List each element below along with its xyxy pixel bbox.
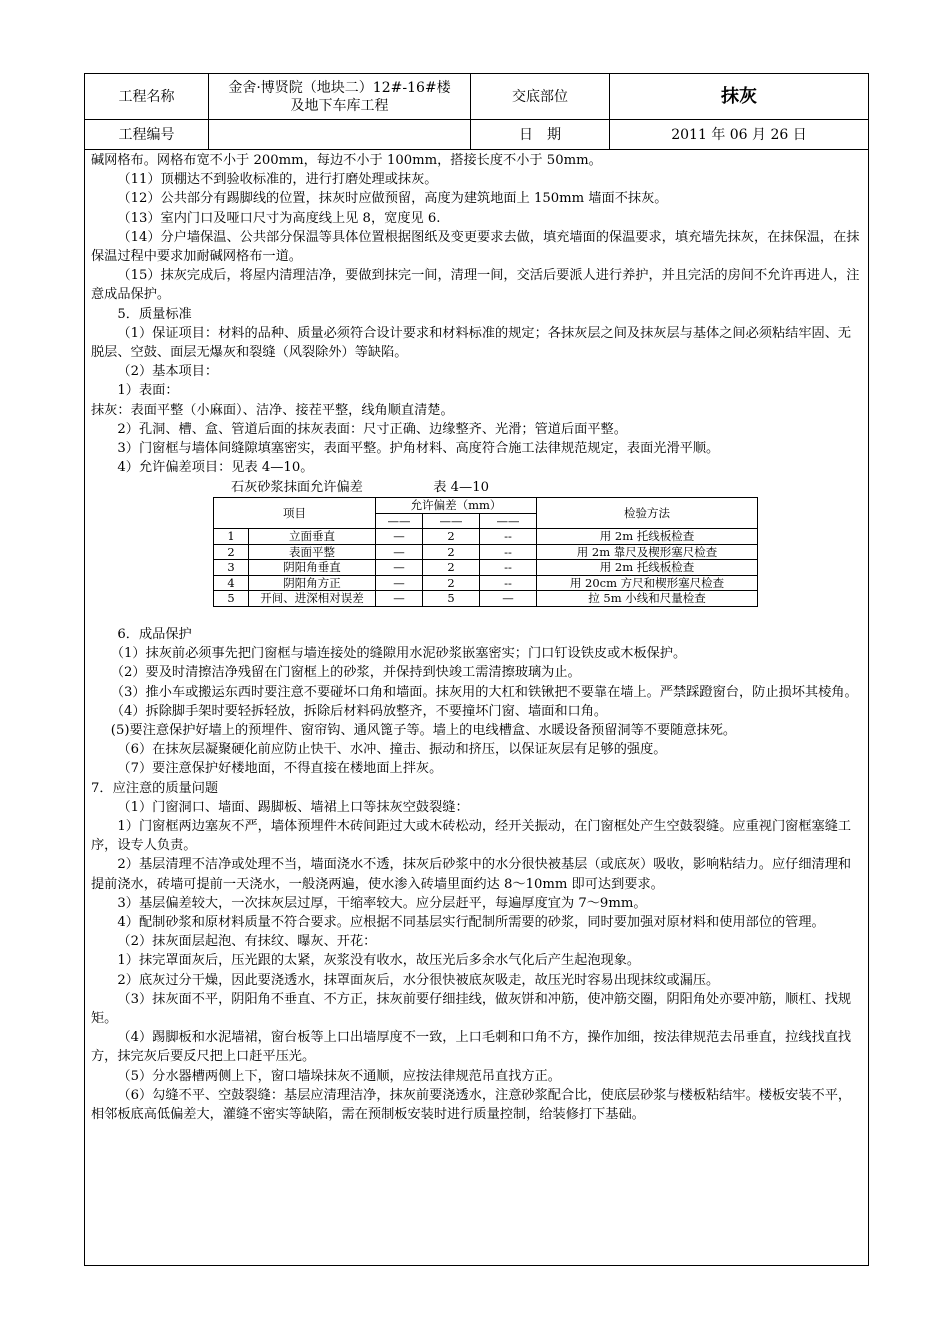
row-no: 3 bbox=[214, 560, 249, 576]
col-item-header: 项目 bbox=[214, 498, 376, 529]
header-table bbox=[85, 74, 868, 150]
part-value: 抹灰 bbox=[721, 85, 757, 107]
project-no-value bbox=[209, 120, 471, 149]
table-row bbox=[214, 591, 758, 607]
date-value: 2011 年 06 月 26 日 bbox=[671, 126, 807, 143]
row-dev-b: 2 bbox=[423, 575, 480, 591]
paragraph: （1）门窗洞口、墙面、踢脚板、墙裙上口等抹灰空鼓裂缝： bbox=[117, 799, 469, 815]
paragraph: 4）配制砂浆和原材料质量不符合要求。应根据不同基层实行配制所需要的砂浆，同时要加强对原材料和使用部位的管理。 bbox=[117, 915, 825, 930]
col-dev-sub: —— bbox=[423, 513, 480, 529]
paragraph: （11）顶棚达不到验收标准的，进行打磨处理或抹灰。 bbox=[117, 172, 438, 188]
row-method: 用 2m 托线板检查 bbox=[537, 529, 758, 545]
col-dev-sub: —— bbox=[376, 513, 423, 529]
table-title: 石灰砂浆抹面允许偏差 bbox=[231, 480, 363, 496]
paragraph: （3）抹灰面不平，阴阳角不垂直、不方正，抹灰前要仔细挂线，做灰饼和冲筋，使冲筋交圈，阴阳角处亦要冲筋，顺杠、找规矩。 bbox=[91, 991, 852, 1027]
row-dev-b: 2 bbox=[423, 529, 480, 545]
project-no-label: 工程编号 bbox=[85, 120, 209, 149]
row-dev-c: -- bbox=[480, 544, 537, 560]
paragraph: （7）要注意保护好楼地面，不得直接在楼地面上拌灰。 bbox=[117, 761, 443, 777]
row-dev-c: -- bbox=[480, 560, 537, 576]
row-method: 用 2m 靠尺及楔形塞尺检查 bbox=[537, 544, 758, 560]
paragraph: （1）保证项目：材料的品种、质量必须符合设计要求和材料标准的规定；各抹灰层之间及抹灰层与基体之间必须粘结牢固、无脱层、空鼓、面层无爆灰和裂缝（风裂除外）等缺陷。 bbox=[91, 325, 852, 361]
date-label: 日 期 bbox=[471, 120, 610, 149]
paragraph: 1）门窗框两边塞灰不严，墙体预埋件木砖间距过大或木砖松动，经开关振动，在门窗框处产生空鼓裂缝。应重视门窗框塞缝工序，设专人负责。 bbox=[91, 818, 852, 854]
row-no: 4 bbox=[214, 575, 249, 591]
paragraph: （5）分水器槽两侧上下，窗口墙垛抹灰不通顺，应按法律规范吊直找方正。 bbox=[117, 1068, 561, 1084]
paragraph: （13）室内门口及哑口尺寸为高度线上见 8，宽度见 6. bbox=[117, 210, 441, 226]
col-method-header: 检验方法 bbox=[537, 498, 758, 529]
row-item: 立面垂直 bbox=[249, 529, 376, 545]
paragraph: 抹灰：表面平整（小麻面）、洁净、接茬平整，线角顺直清楚。 bbox=[91, 402, 454, 418]
project-name-label: 工程名称 bbox=[85, 74, 209, 119]
table-row bbox=[214, 544, 758, 560]
table-row bbox=[214, 529, 758, 545]
paragraph: (5)要注意保护好墙上的预埋件、窗帘钩、通风篦子等。墙上的电线槽盒、水暖设备预留洞等不要随意抹死。 bbox=[110, 722, 737, 738]
paragraph: （2）抹灰面层起泡、有抹纹、曝灰、开花： bbox=[117, 934, 377, 950]
row-no: 1 bbox=[214, 529, 249, 545]
col-dev-header: 允许偏差（mm） bbox=[376, 498, 537, 514]
row-dev-b: 2 bbox=[423, 560, 480, 576]
row-no: 2 bbox=[214, 544, 249, 560]
row-dev-c: — bbox=[480, 591, 537, 607]
row-dev-c: -- bbox=[480, 529, 537, 545]
paragraph: （12）公共部分有踢脚线的位置，抹灰时应做预留，高度为建筑地面上 150mm 墙面不抹灰。 bbox=[117, 191, 668, 207]
row-dev-a: — bbox=[376, 529, 423, 545]
header-row-2 bbox=[85, 120, 868, 150]
paragraph: 3）门窗框与墙体间缝隙填塞密实，表面平整。护角材料、高度符合施工法律规范规定，表面光滑平顺。 bbox=[117, 441, 720, 457]
paragraph: （4）踢脚板和水泥墙裙，窗台板等上口出墙厚度不一致，上口毛刺和口角不方，操作加细，按法律规范去吊垂直，拉线找直找方，抹完灰后要反尺把上口赶平压光。 bbox=[91, 1030, 852, 1065]
document-frame bbox=[84, 73, 869, 1266]
row-item: 阴阳角方正 bbox=[249, 575, 376, 591]
row-dev-b: 2 bbox=[423, 544, 480, 560]
row-item: 表面平整 bbox=[249, 544, 376, 560]
row-dev-a: — bbox=[376, 544, 423, 560]
section-heading: 6．成品保护 bbox=[117, 626, 192, 642]
row-dev-b: 5 bbox=[423, 591, 480, 607]
paragraph: （3）推小车或搬运东西时要注意不要碰坏口角和墙面。抹灰用的大杠和铁锹把不要靠在墙上。严禁踩蹬窗台，防止损坏其棱角。 bbox=[110, 684, 858, 700]
paragraph: （4）拆除脚手架时要轻拆轻放，拆除后材料码放整齐，不要撞坏门窗、墙面和口角。 bbox=[110, 703, 608, 719]
header-row-1 bbox=[85, 74, 868, 120]
paragraph: 碱网格布。网格布宽不小于 200mm，每边不小于 100mm，搭接长度不小于 50mm。 bbox=[91, 153, 602, 168]
row-dev-a: — bbox=[376, 575, 423, 591]
paragraph: 2）底灰过分干燥，因此要浇透水，抹罩面灰后，水分很快被底灰吸走，故压光时容易出现抹纹或漏压。 bbox=[117, 972, 720, 988]
row-no: 5 bbox=[214, 591, 249, 607]
paragraph: （2）基本项目： bbox=[117, 364, 219, 380]
paragraph: （14）分户墙保温、公共部分保温等具体位置根据图纸及变更要求去做，填充墙面的保温要求，填充墙先抹灰，在抹保温，在抹保温过程中要求加耐碱网格布一道。 bbox=[91, 229, 860, 265]
table-row bbox=[214, 575, 758, 591]
paragraph: （2）要及时清擦洁净残留在门窗框上的砂浆，并保持到快竣工需清擦玻璃为止。 bbox=[110, 665, 581, 681]
project-name-line2: 及地下车库工程 bbox=[290, 97, 389, 114]
paragraph: 1）表面： bbox=[117, 383, 179, 399]
part-label: 交底部位 bbox=[471, 74, 610, 119]
content-body bbox=[91, 151, 863, 1124]
project-name-value bbox=[209, 74, 471, 119]
paragraph: （6）勾缝不平、空鼓裂缝：基层应清理洁净，抹灰前要浇透水，注意砂浆配合比，使底层砂浆与楼板粘结牢。楼板安装不平，相邻板底高低偏差大，灌缝不密实等缺陷，需在预制板安装时进行质量控制，给装修打下基础。 bbox=[91, 1087, 852, 1123]
paragraph: 4）允许偏差项目：见表 4—10。 bbox=[117, 460, 314, 476]
paragraph: （15）抹灰完成后，将屋内清理洁净，要做到抹完一间，清理一间，交活后要派人进行养护，并且完活的房间不允许再进人，注意成品保护。 bbox=[91, 268, 860, 303]
row-method: 用 2m 托线板检查 bbox=[537, 560, 758, 576]
row-dev-a: — bbox=[376, 560, 423, 576]
row-method: 拉 5m 小线和尺量检查 bbox=[537, 591, 758, 607]
deviation-table bbox=[213, 497, 758, 607]
paragraph: 2）孔洞、槽、盒、管道后面的抹灰表面：尺寸正确、边缘整齐、光滑；管道后面平整。 bbox=[117, 421, 627, 437]
section-heading: 5．质量标准 bbox=[117, 306, 192, 322]
row-item: 阴阳角垂直 bbox=[249, 560, 376, 576]
paragraph: （6）在抹灰层凝聚硬化前应防止快干、水冲、撞击、振动和挤压，以保证灰层有足够的强度。 bbox=[117, 742, 667, 758]
row-item: 开间、进深相对误差 bbox=[249, 591, 376, 607]
paragraph: 3）基层偏差较大，一次抹灰层过厚，干缩率较大。应分层赶平，每遍厚度宜为 7～9mm。 bbox=[117, 895, 647, 911]
section-heading: 7．应注意的质量问题 bbox=[91, 780, 219, 796]
row-dev-c: -- bbox=[480, 575, 537, 591]
paragraph: 1）抹完罩面灰后，压光跟的太紧，灰浆没有收水，故压光后多余水气化后产生起泡现象。 bbox=[117, 953, 641, 969]
project-name-line1: 金舍·博贤院（地块二）12#-16#楼 bbox=[228, 79, 451, 96]
table-caption bbox=[231, 479, 863, 496]
row-dev-a: — bbox=[376, 591, 423, 607]
table-row bbox=[214, 560, 758, 576]
paragraph: 2）基层清理不洁净或处理不当，墙面浇水不透，抹灰后砂浆中的水分很快被基层（或底灰）吸收，影响粘结力。应仔细清理和提前浇水，砖墙可提前一天浇水，一般浇两遍，使水渗入砖墙里面约达 8～10mm 即可达到要求。 bbox=[91, 857, 852, 892]
row-method: 用 20cm 方尺和楔形塞尺检查 bbox=[537, 575, 758, 591]
col-dev-sub: —— bbox=[480, 513, 537, 529]
table-number: 表 4—10 bbox=[433, 480, 490, 496]
paragraph: （1）抹灰前必须事先把门窗框与墙连接处的缝隙用水泥砂浆嵌塞密实；门口钉设铁皮或木板保护。 bbox=[110, 646, 687, 662]
